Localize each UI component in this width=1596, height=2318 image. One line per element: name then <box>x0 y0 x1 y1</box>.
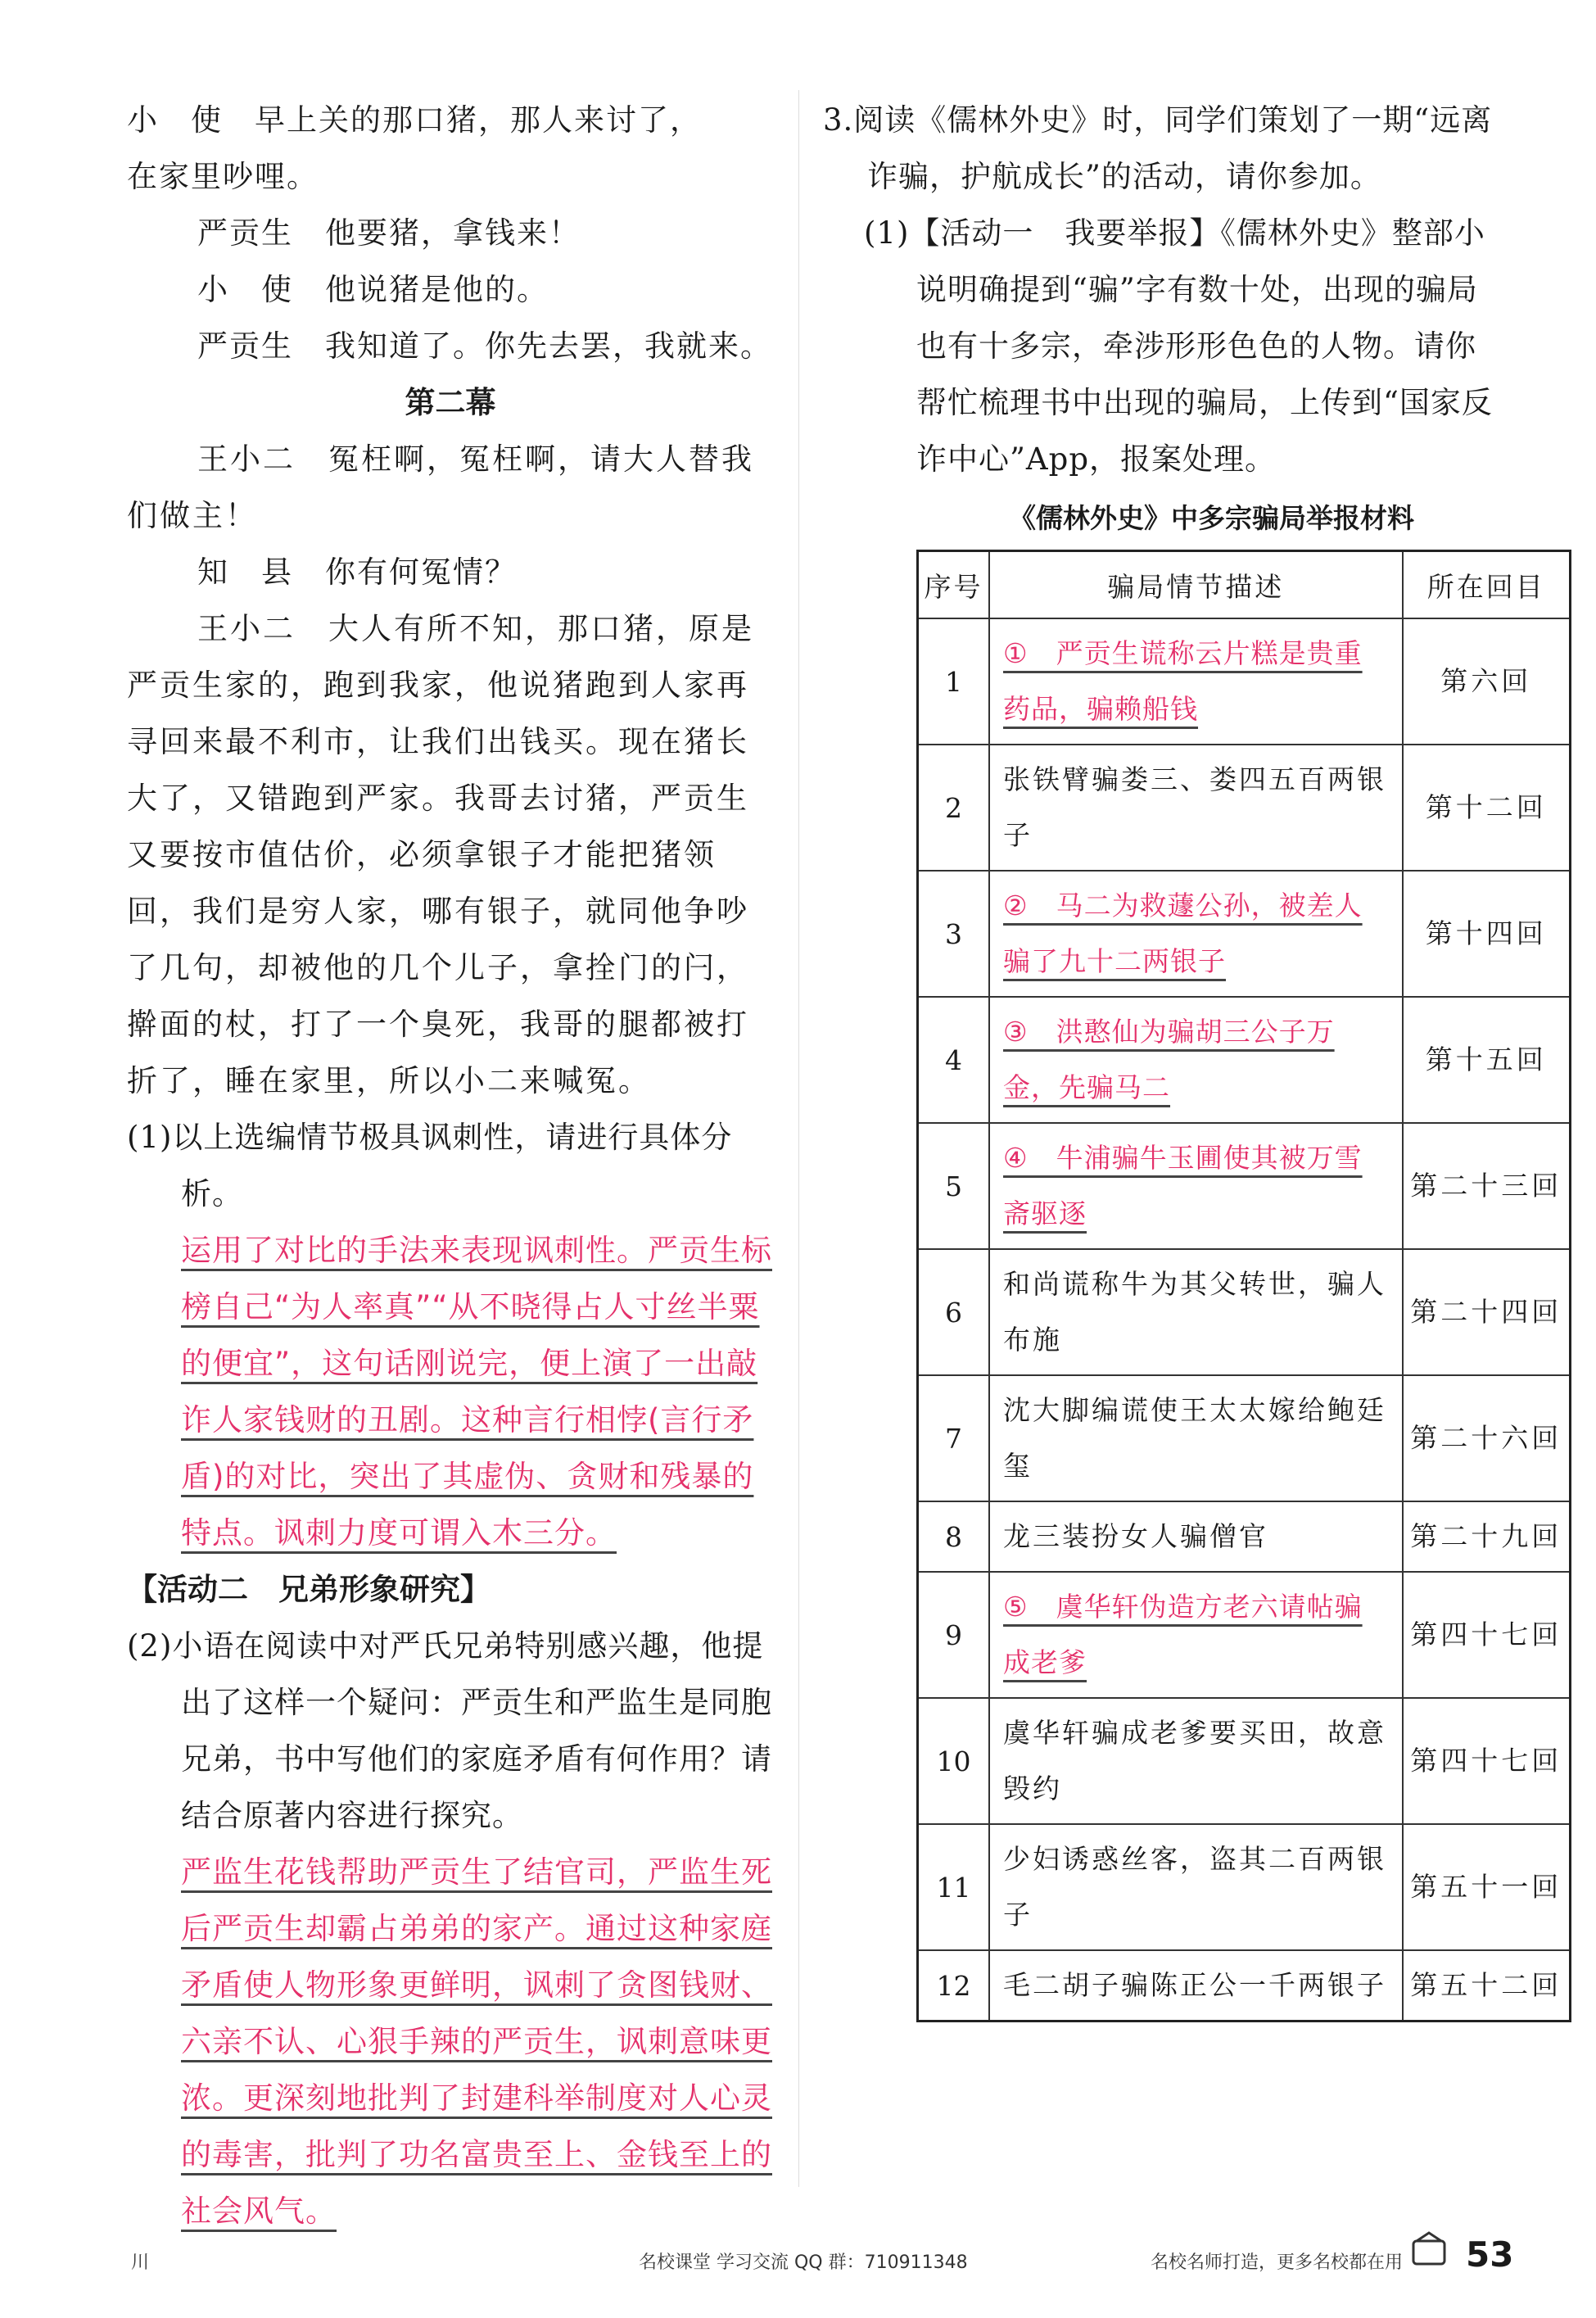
row-chapter: 第五十二回 <box>1403 1950 1571 2021</box>
dialogue-line: 在家里吵哩。 <box>127 159 319 194</box>
row-chapter: 第四十七回 <box>1403 1572 1571 1698</box>
row-chapter: 第十二回 <box>1403 745 1571 871</box>
row-description: 少妇诱惑丝客，盗其二百两银子 <box>989 1824 1403 1950</box>
scene-heading: 第二幕 <box>405 385 496 420</box>
row-number: 3 <box>918 871 990 997</box>
row-chapter: 第二十六回 <box>1403 1375 1571 1501</box>
row-number: 10 <box>918 1698 990 1824</box>
answer-2-text: 严监生花钱帮助严贡生了结官司，严监生死后严贡生却霸占弟弟的家产。通过这种家庭矛盾使人物形象更鲜明，讽刺了贪图钱财、六亲不认、心狠手辣的严贡生，讽刺意味更浓。更深刻地批判了封建科举制度对人心灵的毒害，批判了功名富贵至上、金钱至上的社会风气。 <box>181 1854 772 2229</box>
question-2: (2)小语在阅读中对严氏兄弟特别感兴趣，他提出了这样一个疑问：严贡生和严监生是同胞兄弟，书中写他们的家庭矛盾有何作用？请结合原著内容进行探究。 <box>127 1628 772 1833</box>
footer-qq: 名校课堂 学习交流 QQ 群：710911348 <box>639 2252 968 2273</box>
column-divider <box>798 90 799 2187</box>
row-answer-text: ① 严贡生谎称云片糕是贵重药品，骗赖船钱 <box>1003 637 1363 725</box>
table-row <box>918 1698 1571 1824</box>
table-row <box>918 1501 1571 1572</box>
row-number: 8 <box>918 1501 990 1572</box>
row-chapter: 第十五回 <box>1403 997 1571 1123</box>
header-desc: 骗局情节描述 <box>989 551 1403 619</box>
right-column <box>823 92 1562 2022</box>
table-row <box>918 1950 1571 2021</box>
row-description <box>989 1123 1403 1249</box>
table-row <box>918 1375 1571 1501</box>
row-description: 毛二胡子骗陈正公一千两银子 <box>989 1950 1403 2021</box>
row-number: 1 <box>918 618 990 745</box>
row-description <box>989 871 1403 997</box>
answer-2 <box>127 1844 774 2239</box>
row-description <box>989 997 1403 1123</box>
row-chapter: 第十四回 <box>1403 871 1571 997</box>
row-number: 6 <box>918 1249 990 1375</box>
row-answer-text: ⑤ 虞华轩伪造方老六请帖骗成老爹 <box>1003 1591 1363 1678</box>
footer-slogan: 名校名师打造，更多名校都在用 <box>1151 2252 1404 2273</box>
dialogue-line: 知 县 你有何冤情？ <box>197 555 517 590</box>
row-description <box>989 618 1403 745</box>
row-answer-text: ④ 牛浦骗牛玉圃使其被万雪斋驱逐 <box>1003 1142 1363 1229</box>
row-description: 和尚谎称牛为其父转世，骗人布施 <box>989 1249 1403 1375</box>
row-description: 沈大脚编谎使王太太嫁给鲍廷玺 <box>989 1375 1403 1501</box>
dialogue-line: 小 使 他说猪是他的。 <box>197 272 549 307</box>
dialogue-line: 王小二 大人有所不知，那口猪，原是严贡生家的，跑到我家，他说猪跑到人家再寻回来最不利市，让我们出钱买。现在猪长大了，又错跑到严家。我哥去讨猪，严贡生又要按市值估价，必须拿银子才能把猪领回，我们是穷人家，哪有银子，就同他争吵了几句，却被他的几个儿子，拿拴门的闩，擀面的杖，打了一个臭死，我哥的腿都被打折了，睡在家里，所以小二来喊冤。 <box>127 611 754 1098</box>
row-number: 12 <box>918 1950 990 2021</box>
dialogue-line: 严贡生 我知道了。你先去罢，我就来。 <box>197 328 772 364</box>
table-row <box>918 745 1571 871</box>
question-3: 3.阅读《儒林外史》时，同学们策划了一期“远离诈骗，护航成长”的活动，请你参加。 <box>823 102 1493 194</box>
sub-question-1: (1)【活动一 我要举报】《儒林外史》整部小说明确提到“骗”字有数十处，出现的骗局也有十多宗，牵涉形形色色的人物。请你帮忙梳理书中出现的骗局，上传到“国家反诈中心”App，报案处理。 <box>864 215 1493 477</box>
question-1: (1)以上选编情节极具讽刺性，请进行具体分析。 <box>127 1120 733 1211</box>
table-header-row <box>918 551 1571 619</box>
row-chapter: 第六回 <box>1403 618 1571 745</box>
row-answer-text: ② 马二为救蘧公孙，被差人骗了九十二两银子 <box>1003 890 1363 977</box>
row-number: 4 <box>918 997 990 1123</box>
dialogue-line: 小 使 早上关的那口猪，那人来讨了， <box>127 102 702 138</box>
row-description: 龙三装扮女人骗僧官 <box>989 1501 1403 1572</box>
dialogue-line: 严贡生 他要猪，拿钱来！ <box>197 215 581 251</box>
row-number: 11 <box>918 1824 990 1950</box>
row-chapter: 第五十一回 <box>1403 1824 1571 1950</box>
row-chapter: 第二十九回 <box>1403 1501 1571 1572</box>
dialogue-line: 王小二 冤枉啊，冤枉啊，请大人替我们做主！ <box>127 441 754 533</box>
footer-region: 川 <box>131 2252 150 2273</box>
table-row <box>918 871 1571 997</box>
table-row <box>918 1249 1571 1375</box>
table-title: 《儒林外史》中多宗骗局举报材料 <box>1009 502 1414 534</box>
header-chapter: 所在回目 <box>1403 551 1571 619</box>
row-number: 7 <box>918 1375 990 1501</box>
table-row <box>918 1123 1571 1249</box>
table-row <box>918 1572 1571 1698</box>
publisher-logo-icon <box>1408 2230 1449 2270</box>
header-no: 序号 <box>918 551 990 619</box>
table-row <box>918 1824 1571 1950</box>
row-description: 虞华轩骗成老爹要买田，故意毁约 <box>989 1698 1403 1824</box>
left-column <box>127 92 774 2239</box>
page-number: 53 <box>1466 2234 1514 2275</box>
activity-2-heading: 【活动二 兄弟形象研究】 <box>127 1572 491 1607</box>
row-chapter: 第四十七回 <box>1403 1698 1571 1824</box>
scam-table <box>916 550 1571 2022</box>
table-row <box>918 618 1571 745</box>
row-description <box>989 1572 1403 1698</box>
row-answer-text: ③ 洪憨仙为骗胡三公子万金，先骗马二 <box>1003 1016 1335 1103</box>
row-chapter: 第二十三回 <box>1403 1123 1571 1249</box>
row-number: 9 <box>918 1572 990 1698</box>
row-number: 5 <box>918 1123 990 1249</box>
answer-1-text: 运用了对比的手法来表现讽刺性。严贡生标榜自己“为人率真”“从不晓得占人寸丝半粟的便宜”，这句话刚说完，便上演了一出敲诈人家钱财的丑剧。这种言行相悖(言行矛盾)的对比，突出了其虚伪、贪财和残暴的特点。讽刺力度可谓入木三分。 <box>181 1233 772 1551</box>
row-chapter: 第二十四回 <box>1403 1249 1571 1375</box>
row-number: 2 <box>918 745 990 871</box>
table-row <box>918 997 1571 1123</box>
answer-1 <box>127 1222 774 1561</box>
row-description: 张铁臂骗娄三、娄四五百两银子 <box>989 745 1403 871</box>
